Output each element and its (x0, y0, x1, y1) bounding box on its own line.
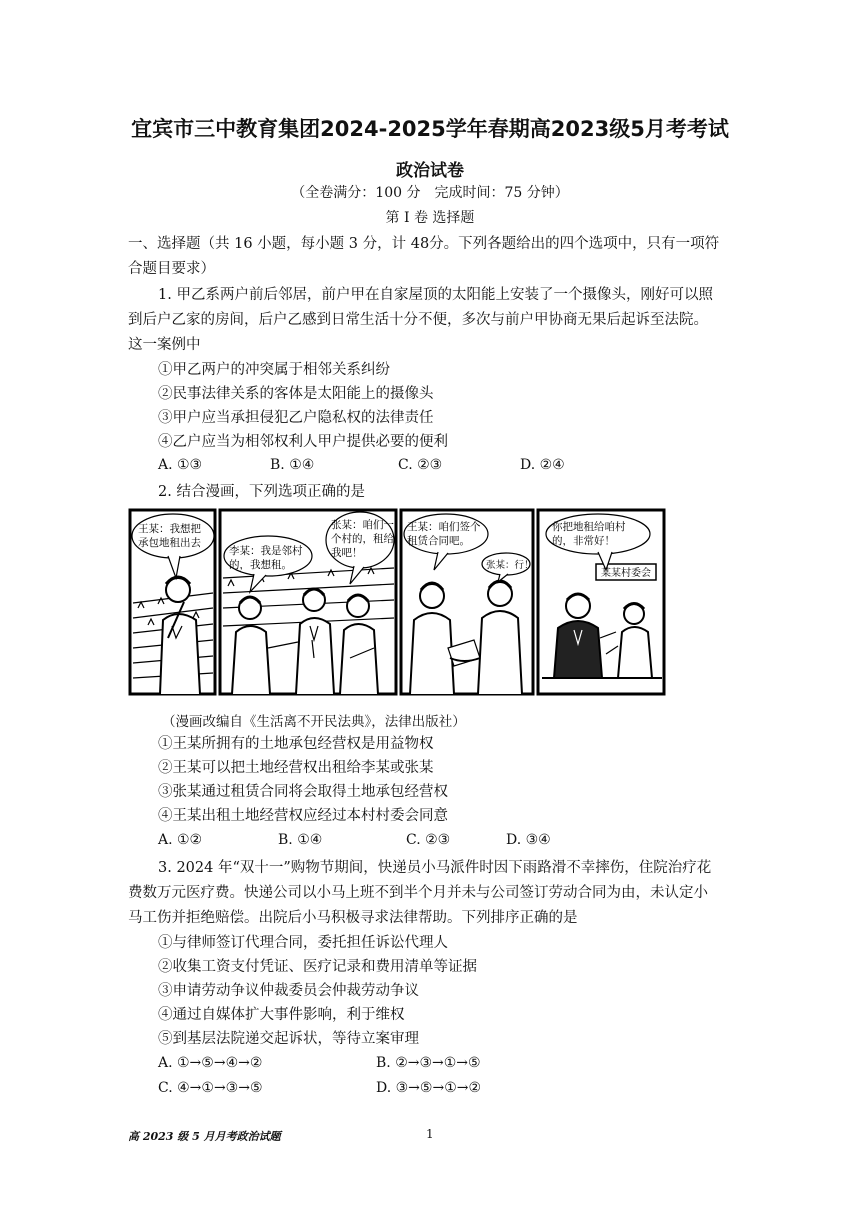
q3-option-b: B. ②→③→①→⑤ (376, 1055, 481, 1071)
q2-option-d: D. ③④ (506, 832, 551, 848)
comic-strip (128, 508, 666, 696)
section-instructions-line2: 合题目要求） (128, 261, 215, 277)
bubble-6-line2: 的，非常好！ (552, 535, 615, 547)
q2-item: ③张某通过租赁合同将会取得土地承包经营权 (158, 784, 448, 800)
q3-option-c: C. ④→①→③→⑤ (158, 1080, 263, 1096)
bubble-5-line1: 张某：行！ (486, 560, 534, 571)
q1-stem-line2: 到后户乙家的房间，后户乙感到日常生活十分不便，多次与前户甲协商无果后起诉至法院。 (128, 312, 708, 328)
comic-caption: （漫画改编自《生活离不开民法典》，法律出版社） (162, 714, 466, 730)
bubble-4-line1: 王某：咱们签个 (407, 521, 481, 533)
q3-option-a: A. ①→⑤→④→② (158, 1055, 263, 1071)
exam-subject: 政治试卷 (396, 161, 464, 181)
q1-option-a: A. ①③ (158, 457, 203, 473)
bubble-3-line3: 我吧！ (331, 547, 363, 559)
q3-item: ⑤到基层法院递交起诉状，等待立案审理 (158, 1031, 419, 1047)
bubble-3-line1: 张某：咱们一 (331, 519, 394, 531)
q3-item: ②收集工资支付凭证、医疗记录和费用清单等证据 (158, 959, 477, 975)
q2-item: ②王某可以把土地经营权出租给李某或张某 (158, 760, 434, 776)
exam-title: 宜宾市三中教育集团2024-2025学年春期高2023级5月考考试 (131, 117, 729, 141)
q2-option-c: C. ②③ (406, 832, 451, 848)
bubble-6-line1: 你把地租给咱村 (552, 521, 626, 533)
q3-stem-line1: 3. 2024 年“双十一”购物节期间，快递员小马派件时因下雨路滑不幸摔伤，住院治疗花 (158, 860, 712, 876)
q1-option-d: D. ②④ (520, 457, 565, 473)
section-instructions-line1: 一、选择题（共 16 小题，每小题 3 分，计 48分。下列各题给出的四个选项中，只有一项符 (128, 236, 720, 252)
q2-option-b: B. ①④ (278, 832, 323, 848)
bubble-3-line2: 个村的，租给 (331, 533, 394, 545)
q3-item: ④通过自媒体扩大事件影响，利于维权 (158, 1007, 405, 1023)
q1-item: ①甲乙两户的冲突属于相邻关系纠纷 (158, 362, 390, 378)
q1-item: ③甲户应当承担侵犯乙户隐私权的法律责任 (158, 410, 434, 426)
bubble-1-line2: 承包地租出去 (138, 537, 201, 549)
q1-option-c: C. ②③ (398, 457, 443, 473)
bubble-1-line1: 王某：我想把 (138, 523, 201, 535)
q3-item: ③申请劳动争议仲裁委员会仲裁劳动争议 (158, 983, 419, 999)
q1-stem-line3: 这一案例中 (128, 337, 201, 353)
q1-stem-line1: 1. 甲乙系两户前后邻居，前户甲在自家屋顶的太阳能上安装了一个摄像头，刚好可以照 (158, 287, 713, 303)
q3-option-d: D. ③→⑤→①→② (376, 1080, 482, 1096)
bubble-2-line1: 李某：我是邻村 (229, 545, 303, 557)
bubble-2-line2: 的，我想租。 (229, 559, 292, 571)
q2-option-a: A. ①② (158, 832, 203, 848)
q2-item: ④王某出租土地经营权应经过本村村委会同意 (158, 808, 448, 824)
footer-label: 高 2023 级 5 月月考政治试题 (128, 1130, 281, 1143)
q2-stem: 2. 结合漫画，下列选项正确的是 (158, 484, 365, 500)
q3-item: ①与律师签订代理合同，委托担任诉讼代理人 (158, 935, 448, 951)
q1-option-b: B. ①④ (270, 457, 315, 473)
village-committee-sign: 某某村委会 (601, 568, 651, 579)
q1-item: ④乙户应当为相邻权利人甲户提供必要的便利 (158, 434, 448, 450)
page-number: 1 (426, 1127, 434, 1141)
part-heading: 第 I 卷 选择题 (385, 210, 475, 226)
q2-item: ①王某所拥有的土地承包经营权是用益物权 (158, 736, 434, 752)
q1-item: ②民事法律关系的客体是太阳能上的摄像头 (158, 386, 434, 402)
bubble-4-line2: 租赁合同吧。 (407, 535, 470, 547)
q3-stem-line3: 马工伤并拒绝赔偿。出院后小马积极寻求法律帮助。下列排序正确的是 (128, 910, 578, 926)
q3-stem-line2: 费数万元医疗费。快递公司以小马上班不到半个月并未与公司签订劳动合同为由，未认定小 (128, 885, 708, 901)
exam-meta: （全卷满分：100 分 完成时间：75 分钟） (291, 185, 569, 201)
